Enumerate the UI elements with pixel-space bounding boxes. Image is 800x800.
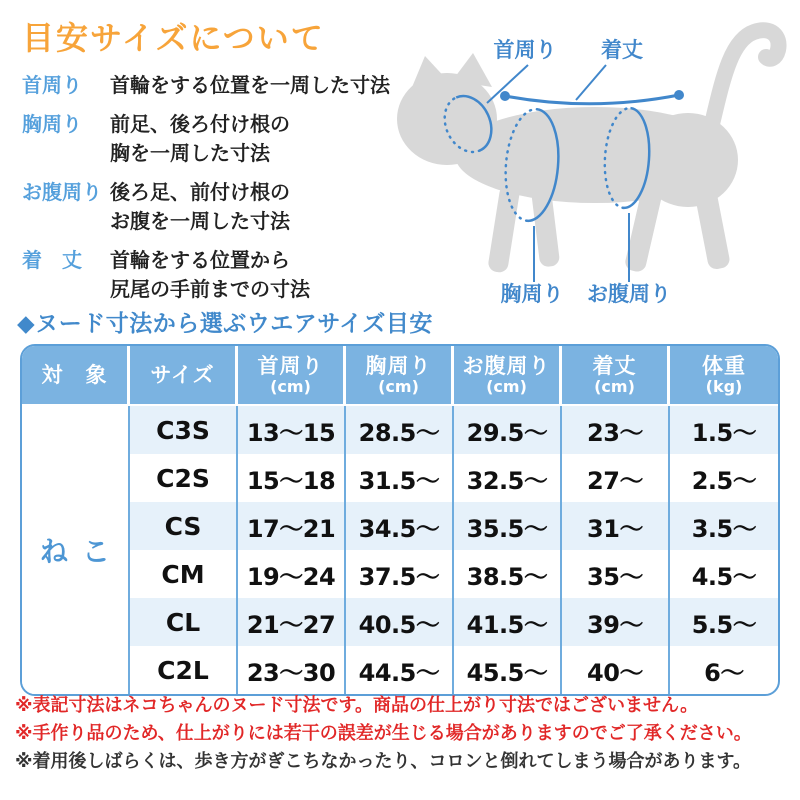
definition-description — [110, 246, 310, 304]
size-table-body — [22, 406, 778, 694]
neck-cell: 21～27 — [238, 598, 346, 646]
header-weight — [670, 346, 778, 404]
cat-diagram-svg — [392, 20, 792, 308]
diagram-length-label: 着丈 — [601, 38, 643, 62]
belly-cell: 38.5～ — [454, 550, 562, 598]
footnote-handmade: ※手作り品のため、仕上がりには若干の誤差が生じる場合がありますのでご了承ください。 — [15, 723, 752, 744]
definition-belly — [22, 178, 394, 236]
definition-length — [22, 246, 394, 304]
length-cell: 40～ — [562, 646, 670, 694]
length-cell: 27～ — [562, 454, 670, 502]
chest-cell: 44.5～ — [346, 646, 454, 694]
length-cell: 35～ — [562, 550, 670, 598]
weight-cell: 1.5～ — [670, 406, 778, 454]
size-table — [20, 344, 780, 696]
measurement-definitions — [22, 71, 394, 314]
header-chest — [346, 346, 454, 404]
header-label: 胸周り — [365, 354, 432, 378]
chest-cell: 37.5～ — [346, 550, 454, 598]
weight-cell: 5.5～ — [670, 598, 778, 646]
chest-cell: 28.5～ — [346, 406, 454, 454]
header-unit: (cm) — [270, 377, 311, 396]
definition-description — [110, 71, 390, 100]
neck-cell: 15～18 — [238, 454, 346, 502]
diagram-neck-label: 首周り — [493, 38, 557, 62]
target-cell: ねこ — [22, 406, 130, 694]
chest-cell: 40.5～ — [346, 598, 454, 646]
header-label: 体重 — [702, 354, 746, 378]
header-unit: (cm) — [486, 377, 527, 396]
definition-line: 首輪をする位置を一周した寸法 — [110, 73, 390, 97]
header-neck — [238, 346, 346, 404]
chest-cell: 34.5～ — [346, 502, 454, 550]
size-table-header — [22, 346, 778, 406]
definition-chest — [22, 110, 394, 168]
size-cell: C2S — [130, 454, 238, 502]
definition-description — [110, 110, 290, 168]
header-unit: (cm) — [378, 377, 419, 396]
neck-cell: 19～24 — [238, 550, 346, 598]
size-cell: C2L — [130, 646, 238, 694]
cat-tail — [712, 30, 779, 124]
cat-silhouette — [397, 30, 779, 273]
diagram-chest-label: 胸周り — [500, 282, 564, 306]
definition-description — [110, 178, 290, 236]
footnote-nude-size: ※表記寸法はネコちゃんのヌード寸法です。商品の仕上がり寸法ではございません。 — [15, 695, 699, 716]
size-cell: CM — [130, 550, 238, 598]
definition-line: 前足、後ろ付け根の — [110, 112, 290, 136]
neck-cell: 13～15 — [238, 406, 346, 454]
belly-cell: 35.5～ — [454, 502, 562, 550]
size-cell: CL — [130, 598, 238, 646]
cat-front-leg — [487, 183, 521, 273]
length-cell: 39～ — [562, 598, 670, 646]
weight-cell: 2.5～ — [691, 466, 757, 495]
belly-cell: 29.5～ — [454, 406, 562, 454]
definition-line: 胸を一周した寸法 — [110, 141, 270, 165]
definition-neck — [22, 71, 394, 100]
definition-line: お腹を一周した寸法 — [110, 209, 290, 233]
header-size — [130, 346, 238, 404]
header-target — [22, 346, 130, 404]
weight-cell: 6～ — [704, 658, 744, 687]
belly-cell: 45.5～ — [454, 646, 562, 694]
belly-cell: 32.5～ — [454, 454, 562, 502]
definition-term: 着 丈 — [22, 248, 82, 272]
header-belly — [454, 346, 562, 404]
size-cell: C3S — [130, 406, 238, 454]
chest-cell: 31.5～ — [346, 454, 454, 502]
definition-line: 首輪をする位置から — [110, 248, 290, 272]
header-unit: (cm) — [594, 377, 635, 396]
header-label: サイズ — [150, 362, 215, 387]
footnote-wearing: ※着用後しばらくは、歩き方がぎこちなかったり、コロンと倒れてしまう場合があります。 — [15, 751, 752, 772]
size-cell: CS — [130, 502, 238, 550]
weight-cell: 4.5～ — [691, 562, 757, 591]
length-leader-line — [576, 65, 606, 100]
definition-term: 首周り — [22, 73, 82, 97]
weight-cell: 3.5～ — [670, 502, 778, 550]
length-cell: 23～ — [562, 406, 670, 454]
header-label: 着丈 — [592, 354, 637, 378]
cat-hind-leg-2 — [692, 178, 731, 271]
header-label: 首周り — [257, 354, 324, 378]
header-label: 対 象 — [41, 362, 108, 387]
size-table-heading: ◆ヌード寸法から選ぶウエアサイズ目安 — [17, 311, 433, 337]
length-cell: 31～ — [562, 502, 670, 550]
neck-cell: 17～21 — [238, 502, 346, 550]
cat-measurement-diagram — [392, 20, 792, 308]
header-label: お腹周り — [462, 354, 551, 378]
length-dot-front — [500, 91, 510, 101]
page-title: 目安サイズについて — [22, 19, 325, 57]
diagram-belly-label: お腹周り — [587, 282, 671, 306]
back-length-line — [505, 95, 679, 104]
definition-line: 後ろ足、前付け根の — [110, 180, 290, 204]
header-unit: (kg) — [705, 377, 743, 396]
footnotes — [15, 692, 795, 776]
header-length — [562, 346, 670, 404]
definition-line: 尻尾の手前までの寸法 — [110, 277, 310, 301]
length-dot-rear — [674, 90, 684, 100]
definition-term: お腹周り — [22, 180, 102, 204]
definition-term: 胸周り — [22, 112, 82, 136]
belly-cell: 41.5～ — [454, 598, 562, 646]
neck-cell: 23～30 — [238, 646, 346, 694]
